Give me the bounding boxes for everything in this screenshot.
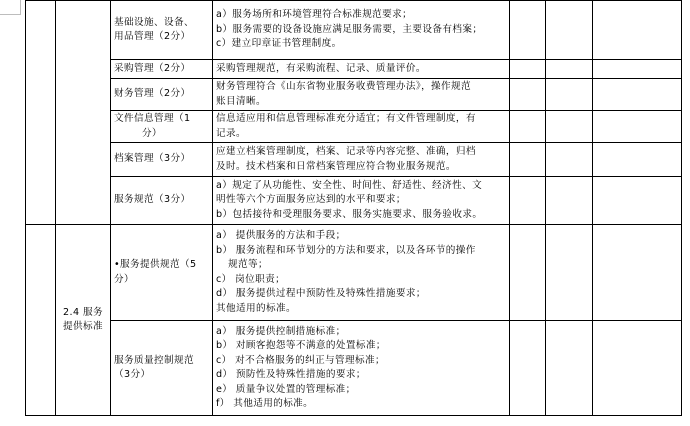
content-cell: [213, 60, 510, 79]
item-text: 分）: [114, 273, 134, 285]
table-cell-blank: [546, 60, 593, 79]
item-text: 文件信息管理（1: [114, 113, 191, 124]
item-cell: [111, 225, 213, 321]
item-text: 档案管理（3分）: [114, 153, 191, 165]
table-row: [26, 143, 682, 177]
table-row: [26, 79, 682, 111]
item-text: 基础设施、设备、: [114, 16, 194, 28]
content-line: 财务管理符合《山东省物业服务收费管理办法》，操作规范: [216, 81, 472, 92]
content-line: c） 对不合格服务的纠正与管理标准；: [216, 354, 386, 366]
content-line: 其他适用的标准。: [216, 302, 296, 314]
item-cell: [111, 321, 213, 416]
table-cell-blank: [546, 79, 593, 111]
content-cell: [213, 321, 510, 416]
table-cell-blank: [510, 321, 546, 416]
content-line: 应建立档案管理制度，档案、记录等内容完整、准确，归档: [216, 146, 476, 157]
table-cell-blank: [546, 321, 593, 416]
content-line: f） 其他适用的标准。: [216, 398, 314, 409]
page-corner-mark: [0, 0, 21, 15]
item-cell: [111, 60, 213, 79]
item-cell: [111, 1, 213, 60]
content-cell: [213, 111, 510, 143]
item-text: •服务提供规范（5: [114, 259, 197, 270]
table-cell-blank: [546, 1, 593, 60]
content-cell: [213, 79, 510, 111]
content-line: a）服务场所和环境管理符合标准规范要求；: [216, 9, 413, 21]
content-cell: [213, 177, 510, 225]
content-line: d） 预防性及特殊性措施的要求；: [216, 369, 366, 380]
content-line: 规范等；: [228, 259, 268, 270]
table-cell-blank: [593, 111, 682, 143]
table-cell-blank: [593, 79, 682, 111]
content-line: a）规定了从功能性、安全性、时间性、舒适性、经济性、文: [216, 179, 483, 191]
content-line: b）包括接待和受理服务要求、服务实施要求、服务验收求。: [216, 208, 483, 220]
table-cell-blank: [510, 79, 546, 111]
item-text: 分）: [142, 127, 162, 139]
table-row: [26, 1, 682, 60]
table-cell-blank: [510, 143, 546, 177]
table-cell-blank: [546, 143, 593, 177]
content-line: 记录。: [216, 127, 246, 139]
item-cell: [111, 143, 213, 177]
scoring-table: [25, 0, 682, 416]
table-cell-blank: [26, 225, 56, 416]
content-line: 及时。技术档案和日常档案管理应符合物业服务规范。: [216, 160, 456, 172]
table-cell-blank: [593, 177, 682, 225]
section-label: 2.4 服务: [63, 306, 103, 318]
content-cell: [213, 1, 510, 60]
table-cell-blank: [510, 60, 546, 79]
content-line: b）服务需要的设备设施应满足服务需要，主要设备有档案；: [216, 23, 483, 35]
content-line: 信息适应用和信息管理标准充分适宜；有文件管理制度，有: [216, 113, 476, 124]
table-row: [26, 60, 682, 79]
item-text: 服务质量控制规范: [114, 354, 194, 366]
table-cell-blank: [26, 1, 56, 225]
table-cell-blank: [546, 177, 593, 225]
table-cell-blank: [593, 143, 682, 177]
content-line: c）建立印章证书管理制度。: [216, 38, 342, 50]
content-cell: [213, 143, 510, 177]
item-cell: [111, 111, 213, 143]
item-cell: [111, 79, 213, 111]
table-row: [26, 225, 682, 321]
content-cell: [213, 225, 510, 321]
content-line: 采购管理规范，有采购流程、记录、质量评价。: [216, 62, 426, 74]
item-cell: [111, 177, 213, 225]
content-line: 明性等六个方面服务应达到的水平和要求；: [216, 194, 406, 206]
table-cell-blank: [56, 1, 111, 225]
section-cell: [56, 225, 111, 416]
table-cell-blank: [593, 60, 682, 79]
item-text: 采购管理（2分）: [114, 62, 191, 74]
item-text: （3分）: [114, 369, 151, 380]
table-cell-blank: [593, 1, 682, 60]
table-cell-blank: [546, 225, 593, 321]
section-label: 提供标准: [63, 321, 103, 332]
content-line: c） 岗位职责；: [216, 273, 286, 285]
content-line: a） 服务提供控制措施标准；: [216, 325, 346, 337]
content-line: b） 服务流程和环节划分的方法和要求，以及各环节的操作: [216, 244, 476, 256]
item-text: 服务规范（3分）: [114, 194, 191, 206]
table-row: [26, 111, 682, 143]
content-line: a） 提供服务的方法和手段；: [216, 230, 346, 241]
table-cell-blank: [593, 225, 682, 321]
content-line: d） 服务提供过程中预防性及特殊性措施要求；: [216, 288, 426, 299]
table-cell-blank: [510, 177, 546, 225]
table-cell-blank: [593, 321, 682, 416]
content-line: e） 质量争议处置的管理标准；: [216, 383, 356, 395]
table-cell-blank: [546, 111, 593, 143]
table-row: [26, 321, 682, 416]
item-text: 财务管理（2分）: [114, 88, 191, 100]
content-line: 账目清晰。: [216, 95, 266, 107]
item-text: 用品管理（2分）: [114, 31, 191, 42]
content-line: b） 对顾客抱怨等不满意的处置标准；: [216, 340, 386, 351]
table-row: [26, 177, 682, 225]
table-cell-blank: [510, 111, 546, 143]
table-cell-blank: [510, 1, 546, 60]
table-cell-blank: [510, 225, 546, 321]
